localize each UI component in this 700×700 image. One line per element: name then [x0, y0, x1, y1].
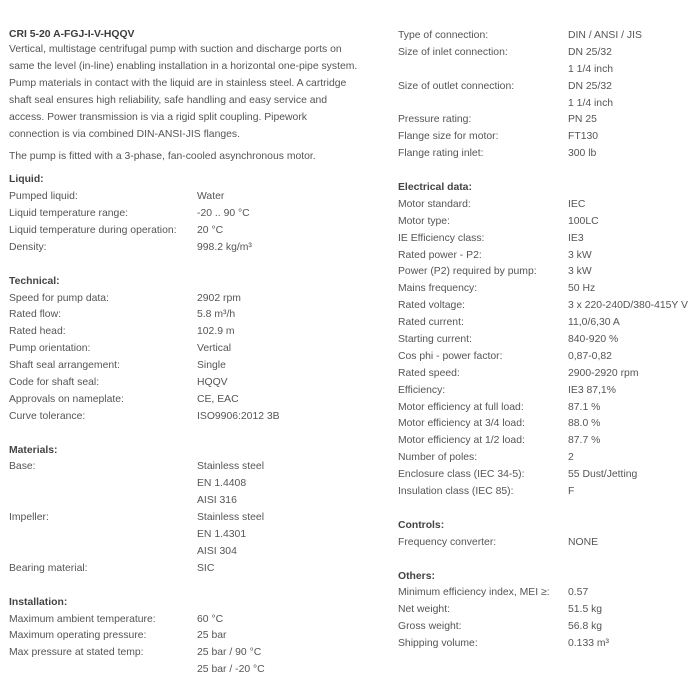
section-heading-liquid: Liquid:	[9, 174, 44, 186]
spec-row	[398, 619, 698, 636]
spec-label: Rated current:	[398, 317, 464, 329]
spec-value: EN 1.4408	[197, 478, 247, 490]
connection-section	[398, 28, 698, 163]
spec-row	[9, 459, 379, 476]
spec-label: Code for shaft seal:	[9, 377, 100, 389]
spec-value: 3 kW	[568, 249, 592, 261]
spec-label: Pumped liquid:	[9, 191, 78, 203]
spec-value: 0,87-0,82	[568, 350, 612, 362]
spec-value: 0.57	[568, 587, 589, 599]
spec-label: Cos phi - power factor:	[398, 350, 503, 362]
others-section	[398, 569, 698, 653]
product-title: CRI 5-20 A-FGJ-I-V-HQQV	[9, 29, 135, 40]
section-heading-materials: Materials:	[9, 444, 58, 456]
controls-section	[398, 518, 698, 552]
spec-row	[9, 358, 379, 375]
spec-row	[398, 349, 698, 366]
spec-row	[9, 291, 379, 308]
description-line: connection is via combined DIN-ANSI-JIS flanges.	[9, 128, 241, 140]
spec-row	[398, 383, 698, 400]
spec-label: Motor type:	[398, 215, 450, 227]
spec-label: Rated speed:	[398, 367, 460, 379]
spec-value: EN 1.4301	[197, 529, 247, 541]
motor-note: The pump is fitted with a 3-phase, fan-cooled asynchronous motor.	[9, 151, 316, 163]
spec-value: AISI 304	[197, 545, 237, 557]
spec-value: Stainless steel	[197, 512, 264, 524]
spec-value: 60 °C	[197, 613, 224, 625]
spec-row	[9, 628, 379, 645]
spec-label: Density:	[9, 241, 47, 253]
spec-value: IEC	[568, 198, 586, 210]
spec-label: Flange size for motor:	[398, 131, 499, 143]
spec-label: Power (P2) required by pump:	[398, 266, 537, 278]
spec-label: Max pressure at stated temp:	[9, 647, 144, 659]
electrical-section	[398, 180, 698, 501]
spec-row	[9, 392, 379, 409]
spec-row	[398, 298, 698, 315]
spec-label: Frequency converter:	[398, 536, 497, 548]
spec-row	[398, 197, 698, 214]
spec-row	[9, 612, 379, 629]
spec-row	[398, 231, 698, 248]
spec-row	[398, 467, 698, 484]
spec-row	[398, 264, 698, 281]
left-column	[9, 28, 379, 679]
spec-row	[9, 544, 379, 561]
spec-row	[398, 315, 698, 332]
spec-row	[398, 535, 698, 552]
spec-label: Approvals on nameplate:	[9, 393, 124, 405]
spec-row	[9, 206, 379, 223]
spec-label: Motor efficiency at 1/2 load:	[398, 435, 525, 447]
spec-row	[398, 146, 698, 163]
spec-label: Maximum operating pressure:	[9, 630, 147, 642]
spec-label: Enclosure class (IEC 34-5):	[398, 469, 525, 481]
spec-value: 300 lb	[568, 148, 597, 160]
spec-label: Rated power - P2:	[398, 249, 482, 261]
spec-row	[9, 493, 379, 510]
spec-label: Motor efficiency at full load:	[398, 401, 524, 413]
spec-row	[9, 375, 379, 392]
spec-row	[398, 332, 698, 349]
spec-value: SIC	[197, 562, 215, 574]
spec-row	[398, 602, 698, 619]
spec-label: Bearing material:	[9, 562, 88, 574]
spec-value: 55 Dust/Jetting	[568, 469, 638, 481]
spec-label: Pump orientation:	[9, 343, 91, 355]
description-line: Vertical, multistage centrifugal pump with suction and discharge ports on	[9, 44, 342, 55]
spec-label: Gross weight:	[398, 621, 462, 633]
spec-label: Size of inlet connection:	[398, 46, 508, 58]
product-description	[9, 42, 379, 143]
spec-value: Water	[197, 191, 225, 203]
spec-value: 20 °C	[197, 225, 224, 237]
description-line: access. Power transmission is via a rigid split coupling. Pipework	[9, 111, 307, 123]
spec-label: Speed for pump data:	[9, 292, 109, 304]
spec-value: 2900-2920 rpm	[568, 367, 639, 379]
section-heading-others: Others:	[398, 570, 435, 582]
spec-value: DIN / ANSI / JIS	[568, 30, 642, 41]
spec-row	[398, 96, 698, 113]
liquid-section	[9, 172, 379, 256]
spec-label: Flange rating inlet:	[398, 148, 484, 160]
spec-row	[398, 28, 698, 45]
spec-row	[9, 662, 379, 679]
spec-value: Vertical	[197, 343, 232, 355]
spec-value: NONE	[568, 536, 599, 548]
spec-row	[398, 79, 698, 96]
spec-value: -20 .. 90 °C	[197, 208, 250, 220]
spec-value: AISI 316	[197, 495, 237, 507]
spec-label: Type of connection:	[398, 30, 489, 41]
spec-label: Rated head:	[9, 326, 66, 338]
spec-row	[398, 366, 698, 383]
spec-label: Pressure rating:	[398, 114, 472, 126]
spec-value: 998.2 kg/m³	[197, 241, 252, 253]
spec-value: 56.8 kg	[568, 621, 603, 633]
spec-value: 102.9 m	[197, 326, 235, 338]
section-heading-controls: Controls:	[398, 519, 445, 531]
spec-row	[9, 189, 379, 206]
spec-value: Single	[197, 360, 226, 372]
spec-value: 25 bar / 90 °C	[197, 647, 262, 659]
spec-row	[9, 476, 379, 493]
spec-label: Starting current:	[398, 334, 472, 346]
spec-value: 840-920 %	[568, 334, 619, 346]
spec-row	[398, 281, 698, 298]
spec-value: 1 1/4 inch	[568, 97, 614, 109]
spec-value: 2902 rpm	[197, 292, 241, 304]
right-column	[398, 28, 698, 653]
spec-value: Stainless steel	[197, 461, 264, 473]
spec-label: Shaft seal arrangement:	[9, 360, 120, 372]
spec-row	[9, 240, 379, 257]
spec-row	[398, 400, 698, 417]
spec-value: 87.1 %	[568, 401, 601, 413]
spec-row	[9, 324, 379, 341]
spec-row	[398, 433, 698, 450]
spec-row	[398, 450, 698, 467]
spec-row	[9, 561, 379, 578]
spec-label: Impeller:	[9, 512, 49, 524]
spec-value: 2	[568, 452, 574, 464]
spec-row	[398, 248, 698, 265]
section-heading-installation: Installation:	[9, 596, 68, 608]
spec-row	[398, 484, 698, 501]
spec-value: IE3 87,1%	[568, 384, 616, 396]
spec-value: 3 kW	[568, 266, 592, 278]
installation-section	[9, 595, 379, 679]
spec-value: 0.133 m³	[568, 638, 610, 650]
spec-label: IE Efficiency class:	[398, 232, 485, 244]
spec-row	[9, 307, 379, 324]
spec-value: 5.8 m³/h	[197, 309, 236, 321]
spec-row	[398, 45, 698, 62]
spec-row	[9, 223, 379, 240]
spec-value: ISO9906:2012 3B	[197, 410, 280, 422]
spec-label: Base:	[9, 461, 36, 473]
spec-value: 3 x 220-240D/380-415Y V	[568, 300, 688, 312]
spec-label: Rated flow:	[9, 309, 61, 321]
spec-value: 100LC	[568, 215, 599, 227]
spec-label: Size of outlet connection:	[398, 80, 515, 92]
spec-label: Number of poles:	[398, 452, 478, 464]
spec-label: Minimum efficiency index, MEI ≥:	[398, 587, 550, 599]
spec-value: 25 bar / -20 °C	[197, 664, 265, 676]
spec-row	[398, 214, 698, 231]
spec-label: Liquid temperature range:	[9, 208, 128, 220]
spec-label: Shipping volume:	[398, 638, 478, 650]
spec-value: PN 25	[568, 114, 597, 126]
spec-value: 51.5 kg	[568, 604, 603, 616]
spec-label: Insulation class (IEC 85):	[398, 486, 514, 498]
technical-section	[9, 274, 379, 426]
spec-label: Net weight:	[398, 604, 450, 616]
spec-value: 50 Hz	[568, 283, 596, 295]
spec-label: Curve tolerance:	[9, 410, 86, 422]
spec-row	[9, 645, 379, 662]
spec-label: Efficiency:	[398, 384, 446, 396]
spec-value: 87.7 %	[568, 435, 601, 447]
spec-label: Mains frequency:	[398, 283, 478, 295]
spec-value: DN 25/32	[568, 80, 612, 92]
spec-value: HQQV	[197, 377, 228, 389]
spec-row	[398, 129, 698, 146]
description-line: Pump materials in contact with the liquid are in stainless steel. A cartridge	[9, 77, 347, 89]
description-line: shaft seal ensures high reliability, safe handling and easy service and	[9, 94, 328, 106]
spec-row	[9, 527, 379, 544]
spec-row	[9, 341, 379, 358]
spec-label: Rated voltage:	[398, 300, 466, 312]
spec-value: CE, EAC	[197, 393, 239, 405]
spec-value: 1 1/4 inch	[568, 63, 614, 75]
materials-section	[9, 443, 379, 578]
spec-row	[9, 510, 379, 527]
spec-value: F	[568, 486, 575, 498]
description-line: same the level (in-line) enabling installation in a horizontal one-pipe system.	[9, 60, 358, 72]
spec-value: 88.0 %	[568, 418, 601, 430]
spec-row	[398, 112, 698, 129]
spec-value: 11,0/6,30 A	[568, 317, 620, 329]
spec-value: 25 bar	[197, 630, 227, 642]
spec-row	[398, 585, 698, 602]
spec-value: FT130	[568, 131, 599, 143]
spec-value: IE3	[568, 232, 584, 244]
spec-row	[9, 409, 379, 426]
spec-value: DN 25/32	[568, 46, 612, 58]
spec-row	[398, 62, 698, 79]
spec-label: Maximum ambient temperature:	[9, 613, 156, 625]
section-heading-technical: Technical:	[9, 275, 60, 287]
spec-row	[398, 636, 698, 653]
spec-label: Motor efficiency at 3/4 load:	[398, 418, 525, 430]
spec-row	[398, 416, 698, 433]
section-heading-electrical: Electrical data:	[398, 182, 472, 194]
spec-label: Liquid temperature during operation:	[9, 225, 177, 237]
spec-label: Motor standard:	[398, 198, 471, 210]
